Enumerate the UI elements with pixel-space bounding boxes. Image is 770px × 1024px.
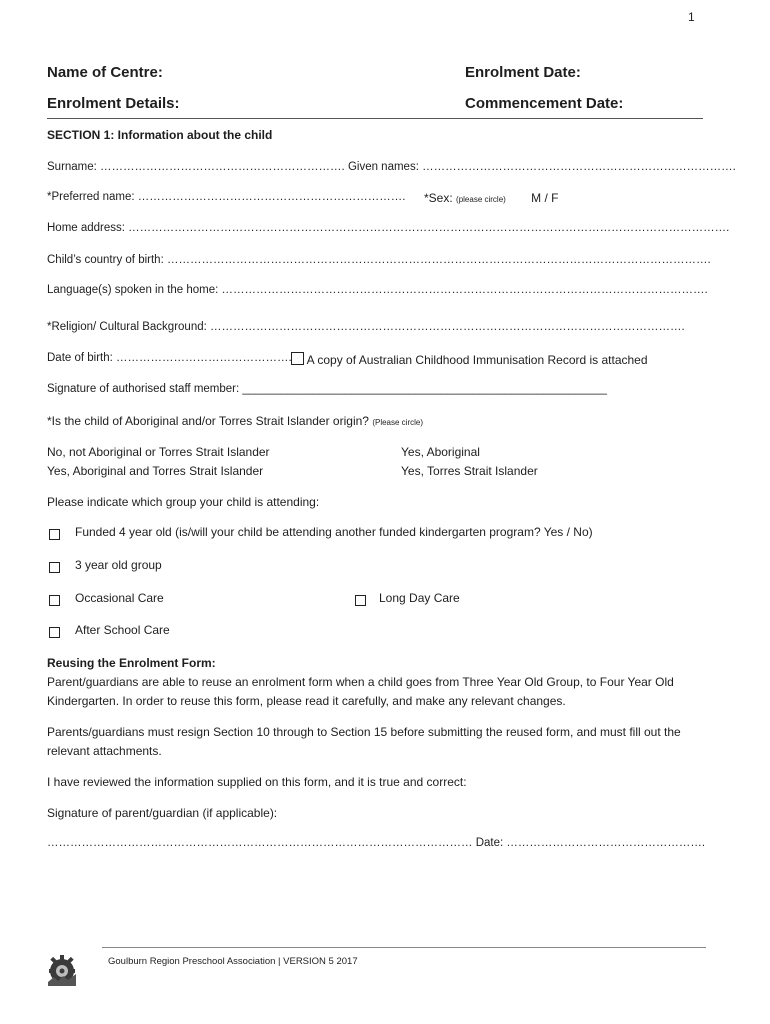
country-of-birth-field[interactable]: Child’s country of birth: ……………………………………………………………………………………………………………………………. (47, 254, 711, 266)
checkbox-icon (49, 595, 60, 606)
group-checkbox-3yo[interactable] (49, 559, 60, 577)
footer-text: Goulburn Region Preschool Association | VERSION 5 2017 (108, 956, 358, 967)
reuse-paragraph-1: Parent/guardians are able to reuse an enrolment form when a child goes from Three Year Old Group, to Four Year Old Kindergarten. In order to reuse this form, please read it carefully, and make any relevant changes. (47, 675, 674, 708)
aboriginal-question (47, 414, 423, 428)
group-checkbox-after-school-care[interactable] (49, 624, 60, 642)
group-prompt: Please indicate which group your child is attending: (47, 495, 320, 509)
section-title: SECTION 1: Information about the child (47, 128, 273, 142)
staff-signature-field[interactable]: Signature of authorised staff member: _________________________________________________________ (47, 383, 607, 395)
immunisation-label: A copy of Australian Childhood Immunisation Record is attached (306, 353, 648, 367)
sex-field[interactable] (424, 191, 559, 205)
checkbox-icon (49, 562, 60, 573)
checkbox-icon (49, 529, 60, 540)
origin-option-torres-strait[interactable]: Yes, Torres Strait Islander (401, 464, 538, 478)
group-label-3yo: 3 year old group (75, 558, 162, 572)
origin-option-aboriginal[interactable]: Yes, Aboriginal (401, 445, 480, 459)
enrolment-date-label: Enrolment Date: (465, 64, 581, 81)
enrolment-details-label: Enrolment Details: (47, 95, 180, 112)
parent-signature-date-field[interactable]: ………………………………………………………………………………………………… Date: ……………………………………………. (47, 837, 706, 849)
group-label-funded-4yo: Funded 4 year old (is/will your child be attending another funded kindergarten program? Yes / No) (75, 525, 593, 539)
immunisation-row (291, 352, 648, 367)
group-label-after-school-care: After School Care (75, 623, 170, 637)
reuse-heading: Reusing the Enrolment Form: (47, 656, 216, 670)
parent-signature-label: Signature of parent/guardian (if applicable): (47, 806, 278, 820)
aboriginal-question-text: *Is the child of Aboriginal and/or Torres Strait Islander origin? (47, 414, 369, 428)
group-checkbox-funded-4yo[interactable] (49, 526, 60, 544)
name-of-centre-label: Name of Centre: (47, 64, 163, 81)
checkbox-icon (355, 595, 366, 606)
home-address-field[interactable]: Home address: …………………………………………………………………………………………………………………………………………. (47, 222, 730, 234)
languages-field[interactable]: Language(s) spoken in the home: ………………………………………………………………………………………………………………. (47, 284, 708, 296)
origin-option-no[interactable]: No, not Aboriginal or Torres Strait Islander (47, 445, 270, 459)
commencement-date-label: Commencement Date: (465, 95, 624, 112)
reuse-paragraph-2: Parents/guardians must resign Section 10 through to Section 15 before submitting the reused form, and must fill out the relevant attachments. (47, 725, 681, 758)
immunisation-checkbox[interactable] (291, 352, 304, 365)
page-number: 1 (688, 10, 695, 24)
date-of-birth-field[interactable]: Date of birth: ………………………………………. (47, 352, 292, 364)
footer-divider (102, 947, 706, 948)
sex-options: M / F (531, 191, 559, 205)
declaration-text: I have reviewed the information supplied on this form, and it is true and correct: (47, 775, 467, 789)
aboriginal-hint: (Please circle) (372, 418, 423, 427)
religion-field[interactable]: *Religion/ Cultural Background: ……………………………………………………………………………………………………………. (47, 321, 685, 333)
checkbox-icon (49, 627, 60, 638)
sex-hint: (please circle) (456, 195, 506, 204)
association-logo-icon (45, 952, 79, 986)
origin-option-both[interactable]: Yes, Aboriginal and Torres Strait Islander (47, 464, 264, 478)
surname-given-names-field[interactable]: Surname: ………………………………………………………. Given names: ………………………………………………………………………. (47, 161, 736, 173)
preferred-name-field[interactable]: *Preferred name: ……………………………………………………………. (47, 191, 406, 203)
header-divider (47, 118, 703, 119)
sex-label: *Sex: (424, 191, 453, 205)
group-checkbox-occasional-care[interactable] (49, 592, 60, 610)
group-checkbox-long-day-care[interactable] (355, 592, 366, 610)
group-label-long-day-care: Long Day Care (379, 591, 460, 605)
group-label-occasional-care: Occasional Care (75, 591, 164, 605)
